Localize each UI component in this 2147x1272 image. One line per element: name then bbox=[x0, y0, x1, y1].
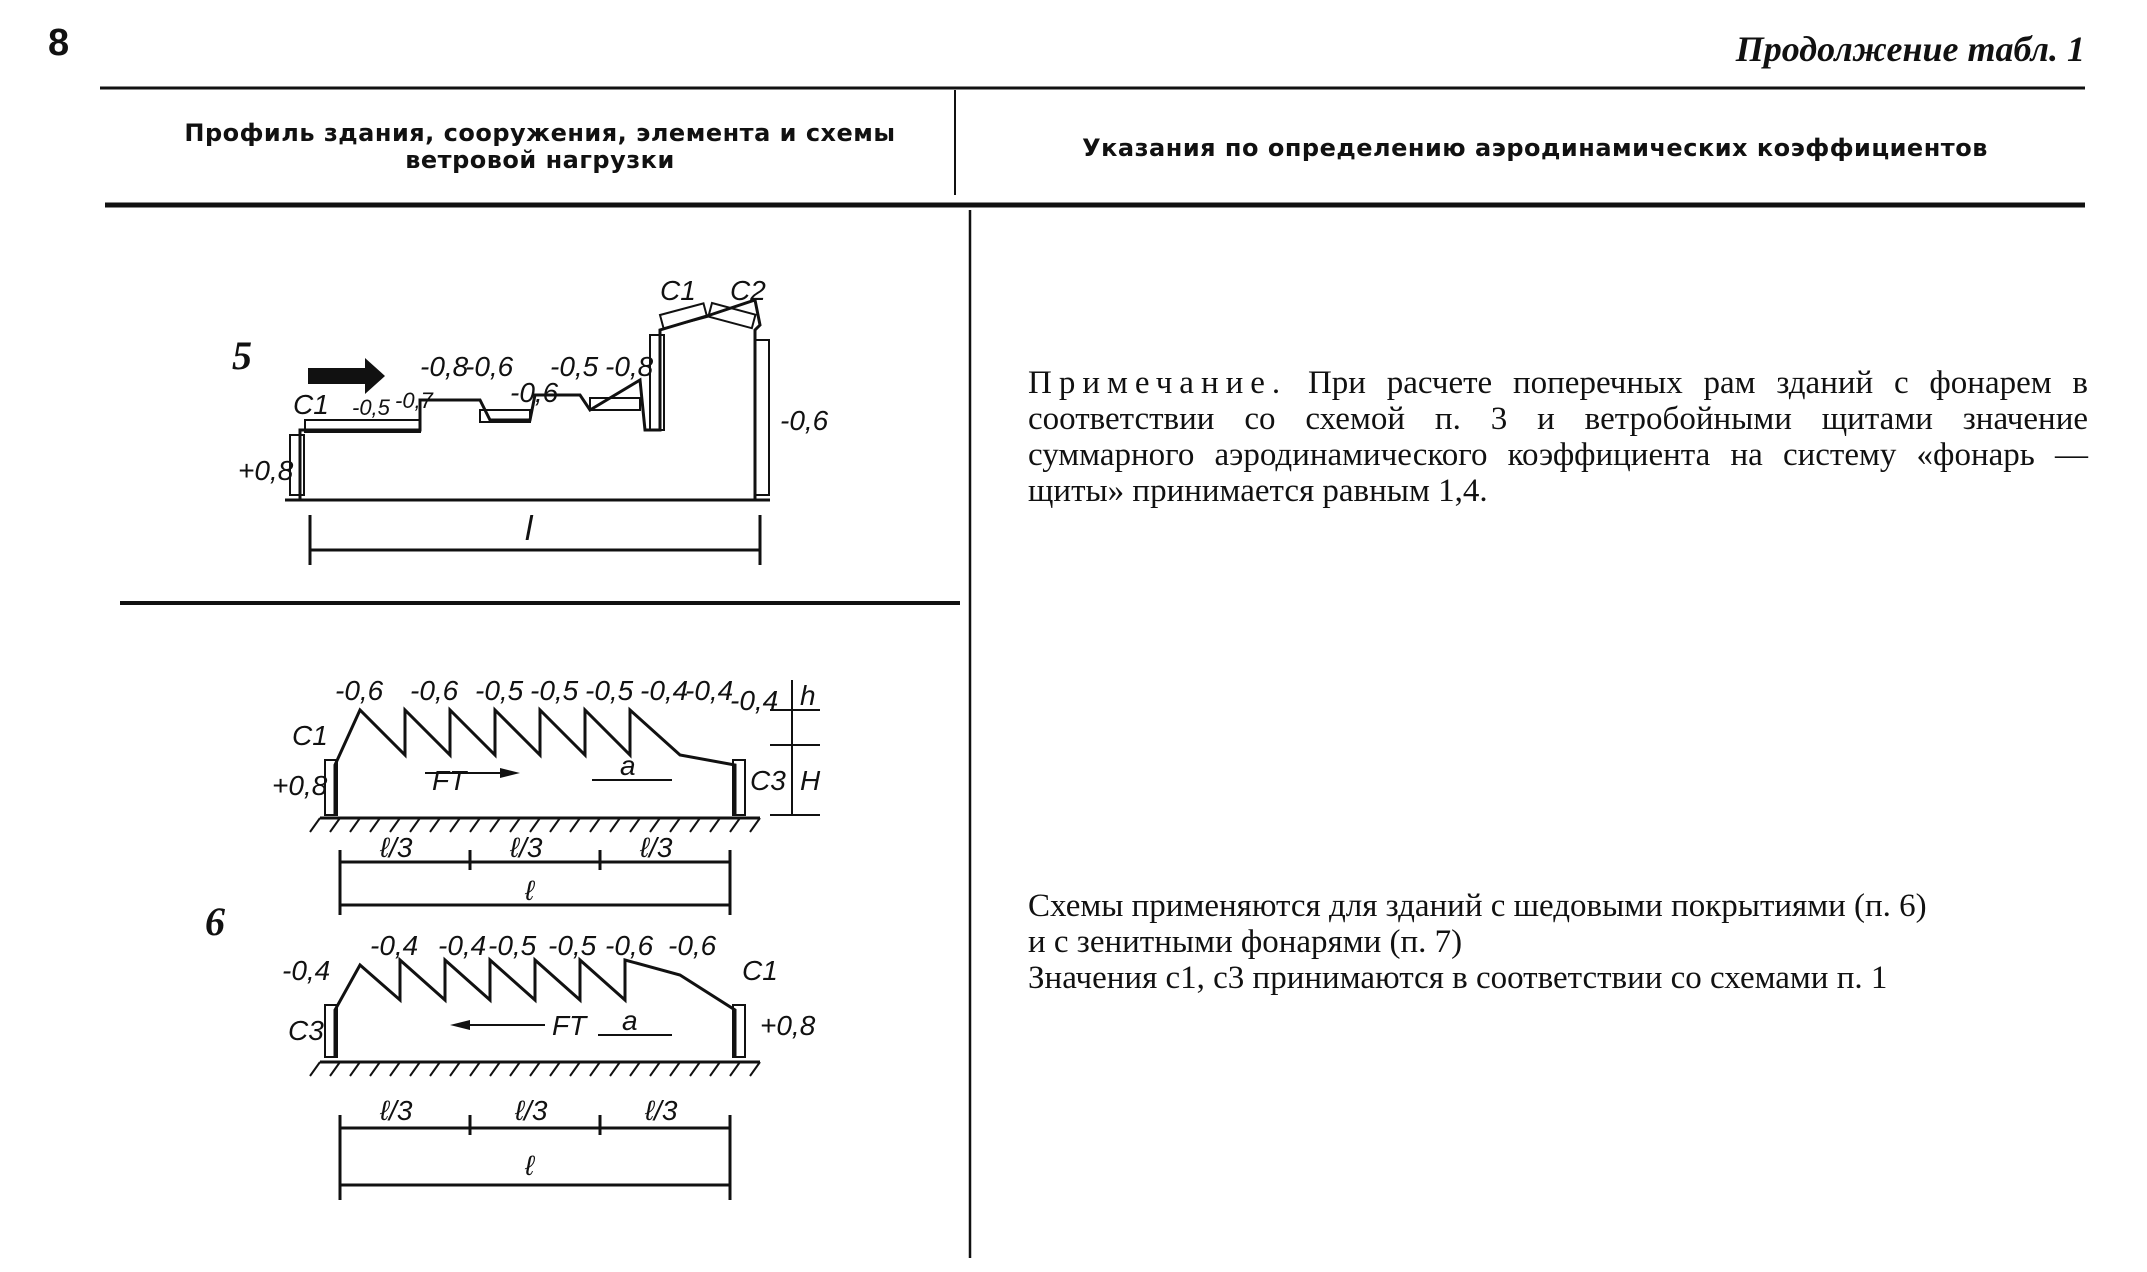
bottom-coef-3: -0,5 bbox=[488, 930, 537, 961]
coef-roof-6: -0,5 bbox=[550, 351, 599, 382]
bottom-c-left: C3 bbox=[288, 1015, 324, 1046]
bottom-c-right: C1 bbox=[742, 955, 778, 986]
bottom-coef-4: -0,5 bbox=[548, 930, 597, 961]
label-c1-lantern: C1 bbox=[660, 275, 696, 306]
top-span: ℓ bbox=[525, 875, 535, 906]
top-coef-2: -0,6 bbox=[410, 675, 459, 706]
coef-roof-7: -0,8 bbox=[605, 351, 654, 382]
bottom-a: a bbox=[622, 1005, 638, 1036]
top-coef-1: -0,6 bbox=[335, 675, 384, 706]
coef-roof-5: -0,6 bbox=[510, 377, 559, 408]
bottom-span: ℓ bbox=[525, 1150, 535, 1181]
span-label: l bbox=[525, 510, 533, 548]
top-coef-7: -0,4 bbox=[685, 675, 734, 706]
header-instructions: Указания по определению аэродинамических коэффициентов bbox=[1082, 134, 1988, 162]
coef-wall-right: -0,6 bbox=[780, 405, 829, 436]
top-third-1: ℓ/3 bbox=[380, 832, 413, 863]
top-wall-left: +0,8 bbox=[272, 770, 328, 801]
coef-roof-4: -0,6 bbox=[465, 351, 514, 382]
label-c2: C2 bbox=[730, 275, 766, 306]
top-a: a bbox=[620, 750, 636, 781]
top-c-left: C1 bbox=[292, 720, 328, 751]
coef-wall-left: +0,8 bbox=[238, 455, 294, 486]
row6-line-3: Значения c1, c3 принимаются в соответствии со схемами п. 1 bbox=[1028, 960, 1888, 996]
bottom-third-3: ℓ/3 bbox=[645, 1095, 678, 1126]
row6-line-1: Схемы применяются для зданий с шедовыми покрытиями (п. 6) bbox=[1028, 888, 1927, 924]
coef-roof-3: -0,8 bbox=[420, 351, 469, 382]
top-c-right: C3 bbox=[750, 765, 786, 796]
top-third-3: ℓ/3 bbox=[640, 832, 673, 863]
continuation-title: Продолжение табл. 1 bbox=[1735, 29, 2085, 69]
top-third-2: ℓ/3 bbox=[510, 832, 543, 863]
top-coef-5: -0,5 bbox=[585, 675, 634, 706]
label-c1-left: C1 bbox=[293, 389, 329, 420]
bottom-coef-5: -0,6 bbox=[605, 930, 654, 961]
row-number-6: 6 bbox=[205, 899, 225, 944]
sawtooth-bottom bbox=[335, 960, 735, 1058]
top-h: h bbox=[800, 680, 816, 711]
top-H: H bbox=[800, 765, 821, 796]
sawtooth-top bbox=[335, 710, 735, 815]
row-number-5: 5 bbox=[232, 333, 252, 378]
coef-roof-2: -0,7 bbox=[395, 388, 433, 413]
bottom-third-2: ℓ/3 bbox=[515, 1095, 548, 1126]
bottom-coef-6: -0,6 bbox=[668, 930, 717, 961]
coef-roof-1: -0,5 bbox=[352, 395, 390, 420]
top-coef-4: -0,5 bbox=[530, 675, 579, 706]
bottom-edge-left: -0,4 bbox=[282, 955, 331, 986]
bottom-third-1: ℓ/3 bbox=[380, 1095, 413, 1126]
top-force: FT bbox=[432, 765, 467, 796]
top-coef-6: -0,4 bbox=[640, 675, 689, 706]
header-profile: Профиль здания, сооружения, элемента и схемы ветровой нагрузки bbox=[184, 119, 896, 174]
bottom-coef-2: -0,4 bbox=[438, 930, 487, 961]
note-text: При расчете поперечных рам зданий с фонарем в соответствии со схемой п. 3 и ветробойными щитами значение суммарного аэродинамического коэффициента на систему «фонарь — щиты» принимается равным 1,4. bbox=[1028, 365, 2088, 509]
note-lead: Примечание. bbox=[1028, 365, 1288, 401]
row6-line-2: и с зенитными фонарями (п. 7) bbox=[1028, 924, 1463, 960]
bottom-coef-1: -0,4 bbox=[370, 930, 419, 961]
page-number: 8 bbox=[48, 22, 70, 64]
top-coef-8: -0,4 bbox=[730, 685, 779, 716]
top-coef-3: -0,5 bbox=[475, 675, 524, 706]
bottom-wall-right: +0,8 bbox=[760, 1010, 816, 1041]
bottom-force: FT bbox=[552, 1010, 587, 1041]
